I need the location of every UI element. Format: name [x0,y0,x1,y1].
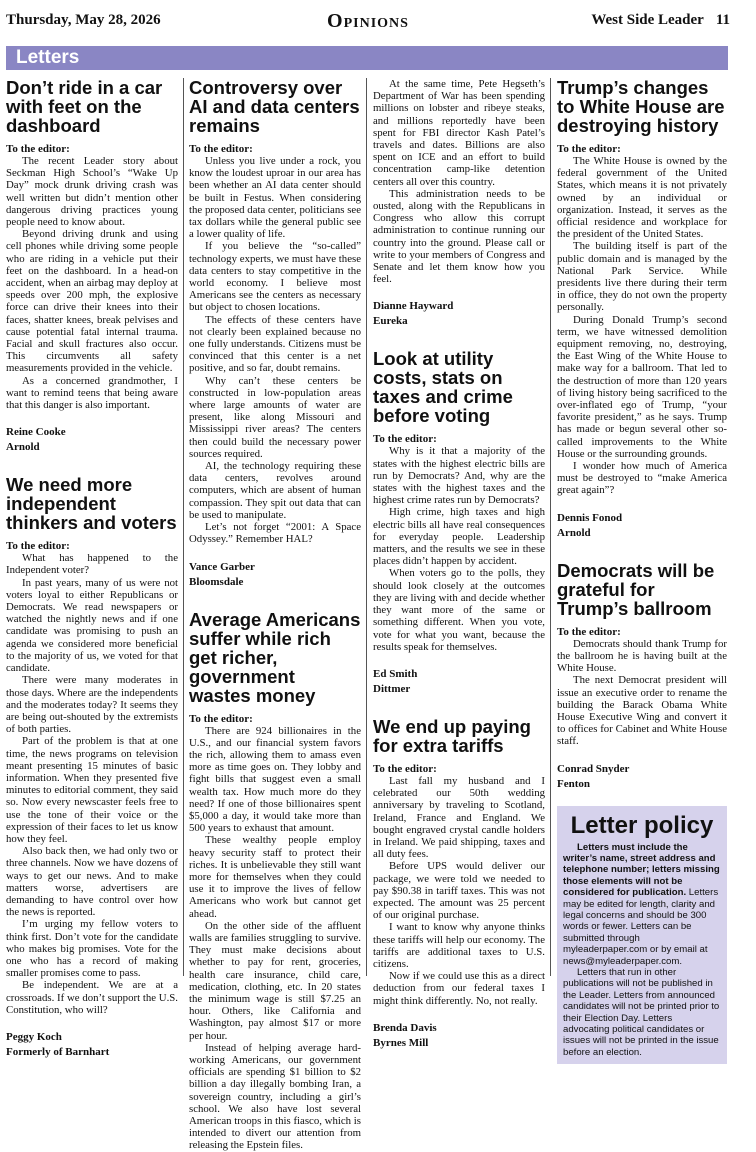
letter-signature [557,511,727,541]
letter-paragraph: The next Democrat president will issue an executive order to rename the building the Barack Obama White House Executive Wing and convert it to offices for Cabinet and White House staff. [557,674,727,748]
letter-paragraph: Why is it that a majority of the states with the highest electric bills are run by Democrats? And, why are the states with the highest taxes and the highest crime rates run by Democrats? [373,445,545,507]
letter-location: Formerly of Barnhart [6,1045,110,1058]
letter-signature [6,1030,178,1060]
masthead [6,10,730,32]
letter-paragraph: This administration needs to be ousted, along with the Republicans in Congress who allow this corrupt administration to continue running our country into the ground. Please call or write to your members of Congress and Senate and let them know how you feel. [373,187,545,286]
section-title: Opinions [327,10,409,32]
letter-salutation: To the editor: [557,143,621,155]
letters-section-bar [6,46,728,70]
letter [373,349,545,696]
letter-policy-box [557,806,727,1065]
letter-paragraph: Part of the problem is that at one time, the news programs on television meant presenting 15 minutes of basic information. When they presented five minutes to editorial comment, they said so. Now every newscaster feels free to use the tone of their voice or the expression of their faces to let us know how they feel. [6,735,178,845]
letter-paragraph: In past years, many of us were not voters loyal to either Republicans or Democrats. We read newspapers or watched the nightly news and if one candidate was promising to push an agenda we considered more beneficial to the majority of us, we voted for that candidate. [6,576,178,675]
letter-signature [373,667,545,697]
issue-date: Thursday, May 28, 2026 [6,12,161,28]
letter-signature [557,762,727,792]
letter [189,610,361,1152]
letter-paragraph: On the other side of the affluent walls are families struggling to survive. They must make decisions about whether to pay for rent, groceries, health care insurance, child care, medication, clothing, etc. In 20 states the minimum wage is still $7.25 an hour. Others, like California and Washington, pay almost $17 or more per hour. [189,919,361,1042]
letter-paragraph: Let’s not forget “2001: A Space Odyssey.” Remember HAL? [189,521,361,546]
letter-body [6,155,178,411]
letter-signature [373,299,545,329]
letter-paragraph: I want to know why anyone thinks these tariffs will help our economy. The tariffs are additional taxes to U.S. citizens. [373,921,545,970]
letter-signature [373,1021,545,1051]
letter-paragraph: These wealthy people employ heavy security staff to protect their riches. It is unbelievable they still want more for themselves when they could use it to improve the lives of fellow Americans who work but cannot get ahead. [189,834,361,920]
letter-salutation: To the editor: [6,540,70,553]
letter [557,78,727,541]
letter-paragraph: Unless you live under a rock, you know the loudest uproar in our area has been whether an AI data center should be built in Festus. When considering the proposed data center, politicians see tax dollars while the general public see a lower quality of life. [189,155,361,241]
letter-location: Fenton [557,777,590,790]
letter-headline: Average Americans suffer while rich get richer, government wastes money [189,608,361,706]
letter-salutation: To the editor: [557,625,621,638]
column-2 [189,77,361,1152]
letter-body-continued [373,78,545,285]
letter-paragraph: AI, the technology requiring these data centers, revolves around computers, which are absent of human compassion. They spit out data that can be used to manipulate. [189,460,361,521]
letter-author: Reine Cooke [6,426,66,439]
letter-paragraph: If you believe the “so-called” technology experts, we must have these data centers to stay competitive in the world economy. I believe most Americans see the centers as necessary but object to chosen locations. [189,240,361,314]
letter-paragraph: Instead of helping average hard-working Americans, our government officials are spending $1 billion to $2 billion a day illegally bombing Iran, a sovereign country, including a girl’s school. We also have lost several American troops in this fiasco, which is intended to divert our attention from releasing the Epstein files. [189,1041,361,1152]
letter-paragraph: There were many moderates in those days. Where are the independents and the moderates today? It seems they are being out-shouted by the extremists of both parties. [6,674,178,736]
letter-body [557,638,727,748]
column-divider [550,78,551,976]
letter-paragraph: The recent Leader story about Seckman High School’s “Wake Up Day” mock drunk driving crash was well written but didn’t mention other dangerous driving practices young people need to know about. [6,155,178,229]
letter-author: Dennis Fonod [557,511,623,524]
letter-paragraph: Why can’t these centers be constructed in low-population areas where large amounts of water are present, like along Missouri and Mississippi river areas? The centers then could build the necessary power sources required. [189,374,361,460]
letter-paragraph: Democrats should thank Trump for the ballroom he is having built at the White House. [557,637,727,675]
column-1 [6,77,178,1058]
letter-body [373,775,545,1007]
letter-salutation: To the editor: [189,712,253,725]
letter [557,561,727,792]
letter-headline: Democrats will be grateful for Trump’s ballroom [557,559,715,619]
paper-name-and-page [591,12,730,29]
letter-paragraph: When voters go to the polls, they should look closely at the outcomes they are living with and decide whether they want more of the same or something different. When you vote, vote for what you want, because the results speak for themselves. [373,567,545,653]
letter-body [189,725,361,1152]
letter-policy-paragraph [563,842,721,967]
letter-paragraph: At the same time, Pete Hegseth’s Department of War has been spending millions on lobster and ribeye steaks, and millions reportedly have been spent for FBI director Kash Patel’s travels and dates. Billions are also spent on ICE and an effort to build concentration camp-like detention centers all over this country. [373,78,545,188]
letter-paragraph: High crime, high taxes and high electric bills all have real consequences for everyday people. Leadership matters, and the results we see in these places didn’t happen by accident. [373,506,545,568]
letter-paragraph: There are 924 billionaires in the U.S., and our financial system favors the rich, allowing them to amass even more as time goes on. They lobby and fight bills that suggest even a small wealth tax. How much more do they need? If one of those billionaires spent $5,000 a day, it would take more than 500 years to exhaust that amount. [189,724,361,835]
letter-headline: Look at utility costs, stats on taxes and crime before voting [373,348,513,427]
column-divider [183,78,184,976]
letter-paragraph: Be independent. We are at a crossroads. If we don’t support the U.S. Constitution, who will? [6,979,178,1016]
letter-paragraph: The effects of these centers have not clearly been explained because no one fully understands. Citizens must be convinced that this center is a net positive, and so far, doubt remains. [189,313,361,375]
letter [6,78,178,455]
letter-location: Arnold [557,526,591,539]
letter-author: Peggy Koch [6,1030,62,1043]
letter-signature [6,425,178,455]
letter-paragraph: During Donald Trump’s second term, we have witnessed demolition equipment removing, no, destroying, the East Wing of the White House to make way for a ballroom. That led to the destruction of more than 120 years of living history being sacrificed to the over-inflated ego of Trump, “your favorite president,” as he says. Trump has made or begun several other so-called improvements to the White House or the surrounding grounds. [557,313,727,460]
letter-salutation: To the editor: [6,143,70,155]
letter-paragraph: I’m urging my fellow voters to think first. Don’t vote for the candidate who makes big promises. Vote for the one who has a record of making smaller promises come to pass. [6,918,178,980]
letter-headline: Trump’s changes to White House are destroying history [557,77,725,136]
letter-paragraph: Last fall my husband and I celebrated our 50th wedding anniversary by traveling to Scotland, Ireland, France and England. We bought engraved crystal candle holders in Ireland. We paid shipping, taxes and all duty fees. [373,774,545,861]
letter-location: Byrnes Mill [373,1036,429,1049]
letter-salutation: To the editor: [189,143,253,155]
letter-location: Bloomsdale [189,575,244,588]
letter-paragraph: The building itself is part of the public domain and is managed by the National Park Service. While presidents live there during their term in office, they do not own the property personally. [557,240,727,314]
letter-author: Dianne Hayward [373,300,454,313]
letter-policy-details: Letters may be edited for length, clarity and legal concerns and should be 300 words or fewer. Letters can be submitted through myleaderpaper.com or by email at news@myleaderpaper.com. [563,887,719,967]
letter-body [557,155,727,497]
letter [189,78,361,590]
letter-headline: We need more independent thinkers and voters [6,474,177,534]
letter-signature [189,560,361,590]
column-divider [366,78,367,976]
letter-policy-requirements: Letters must include the writer’s name, street address and telephone number; letters missing those elements will not be considered for publication. [563,841,720,899]
letter [373,717,545,1051]
letter-paragraph: Now if we could use this as a direct deduction from our federal taxes I might think differently. No, not really. [373,970,545,1007]
letter-paragraph: The White House is owned by the federal government of the United States, which means it is not privately owned by an individual or organization. Instead, it serves as the official residence and workplace for the president of the United States. [557,155,727,241]
letter-policy-paragraph: Letters that run in other publications will not be published in the Leader. Letters from announced candidates will not be printed prior to their Election Day. Letters advocating political candidates or issues will not be printed in the issue before an election. [563,966,720,1058]
letter-paragraph: Beyond driving drunk and using cell phones while driving some people who are riding in a vehicle put their feet on the dashboard. In a head-on accident, when an airbag may deploy at speeds over 200 mph, the explosive force can drive their knees into their faces, shatter knees, break pelvises and cause potential fatal internal trauma. Facial and skull fractures also occur. This circumvents all safety measurements provided in the vehicle. [6,228,178,375]
column-3 [373,78,545,1049]
letter-paragraph: I wonder how much of America must be destroyed to “make America great again”? [557,460,727,497]
letter-paragraph: Also back then, we had only two or three channels. Now we have dozens of ways to get our news. And to make matters worse, advertisers are demanding to have control over how the news is reported. [6,845,178,919]
letter-salutation: To the editor: [373,762,437,775]
letter-author: Brenda Davis [373,1021,437,1034]
column-4 [557,77,727,1058]
letter-author: Conrad Snyder [557,762,630,775]
letter-paragraph: Before UPS would deliver our package, we were told we needed to pay $90.38 in tariff taxes. This was not expected. The amount was 25 percent of our original purchase. [373,860,545,922]
letter-headline: Don’t ride in a car with feet on the dashboard [6,77,163,136]
letter-author: Vance Garber [189,560,255,573]
letter-paragraph: What has happened to the Independent voter? [6,552,178,577]
letter-headline: We end up paying for extra tariffs [373,715,531,756]
letter-body [373,445,545,652]
letter-location: Arnold [6,441,40,454]
letter-policy-title: Letter policy [570,811,714,839]
letter [6,475,178,1060]
letter-headline: Controversy over AI and data centers remains [189,77,360,136]
paper-name: West Side Leader [591,12,704,28]
page-number: 11 [715,12,730,28]
letter-author: Ed Smith [373,667,418,680]
letter-paragraph: As a concerned grandmother, I want to remind teens that being aware that this danger is also important. [6,374,178,412]
section-bar-label: Letters [16,47,80,68]
letter-salutation: To the editor: [373,433,437,446]
letter-body [189,155,361,546]
letter-location: Eureka [373,315,408,328]
letter-body [6,552,178,1016]
letter-location: Dittmer [373,682,411,695]
